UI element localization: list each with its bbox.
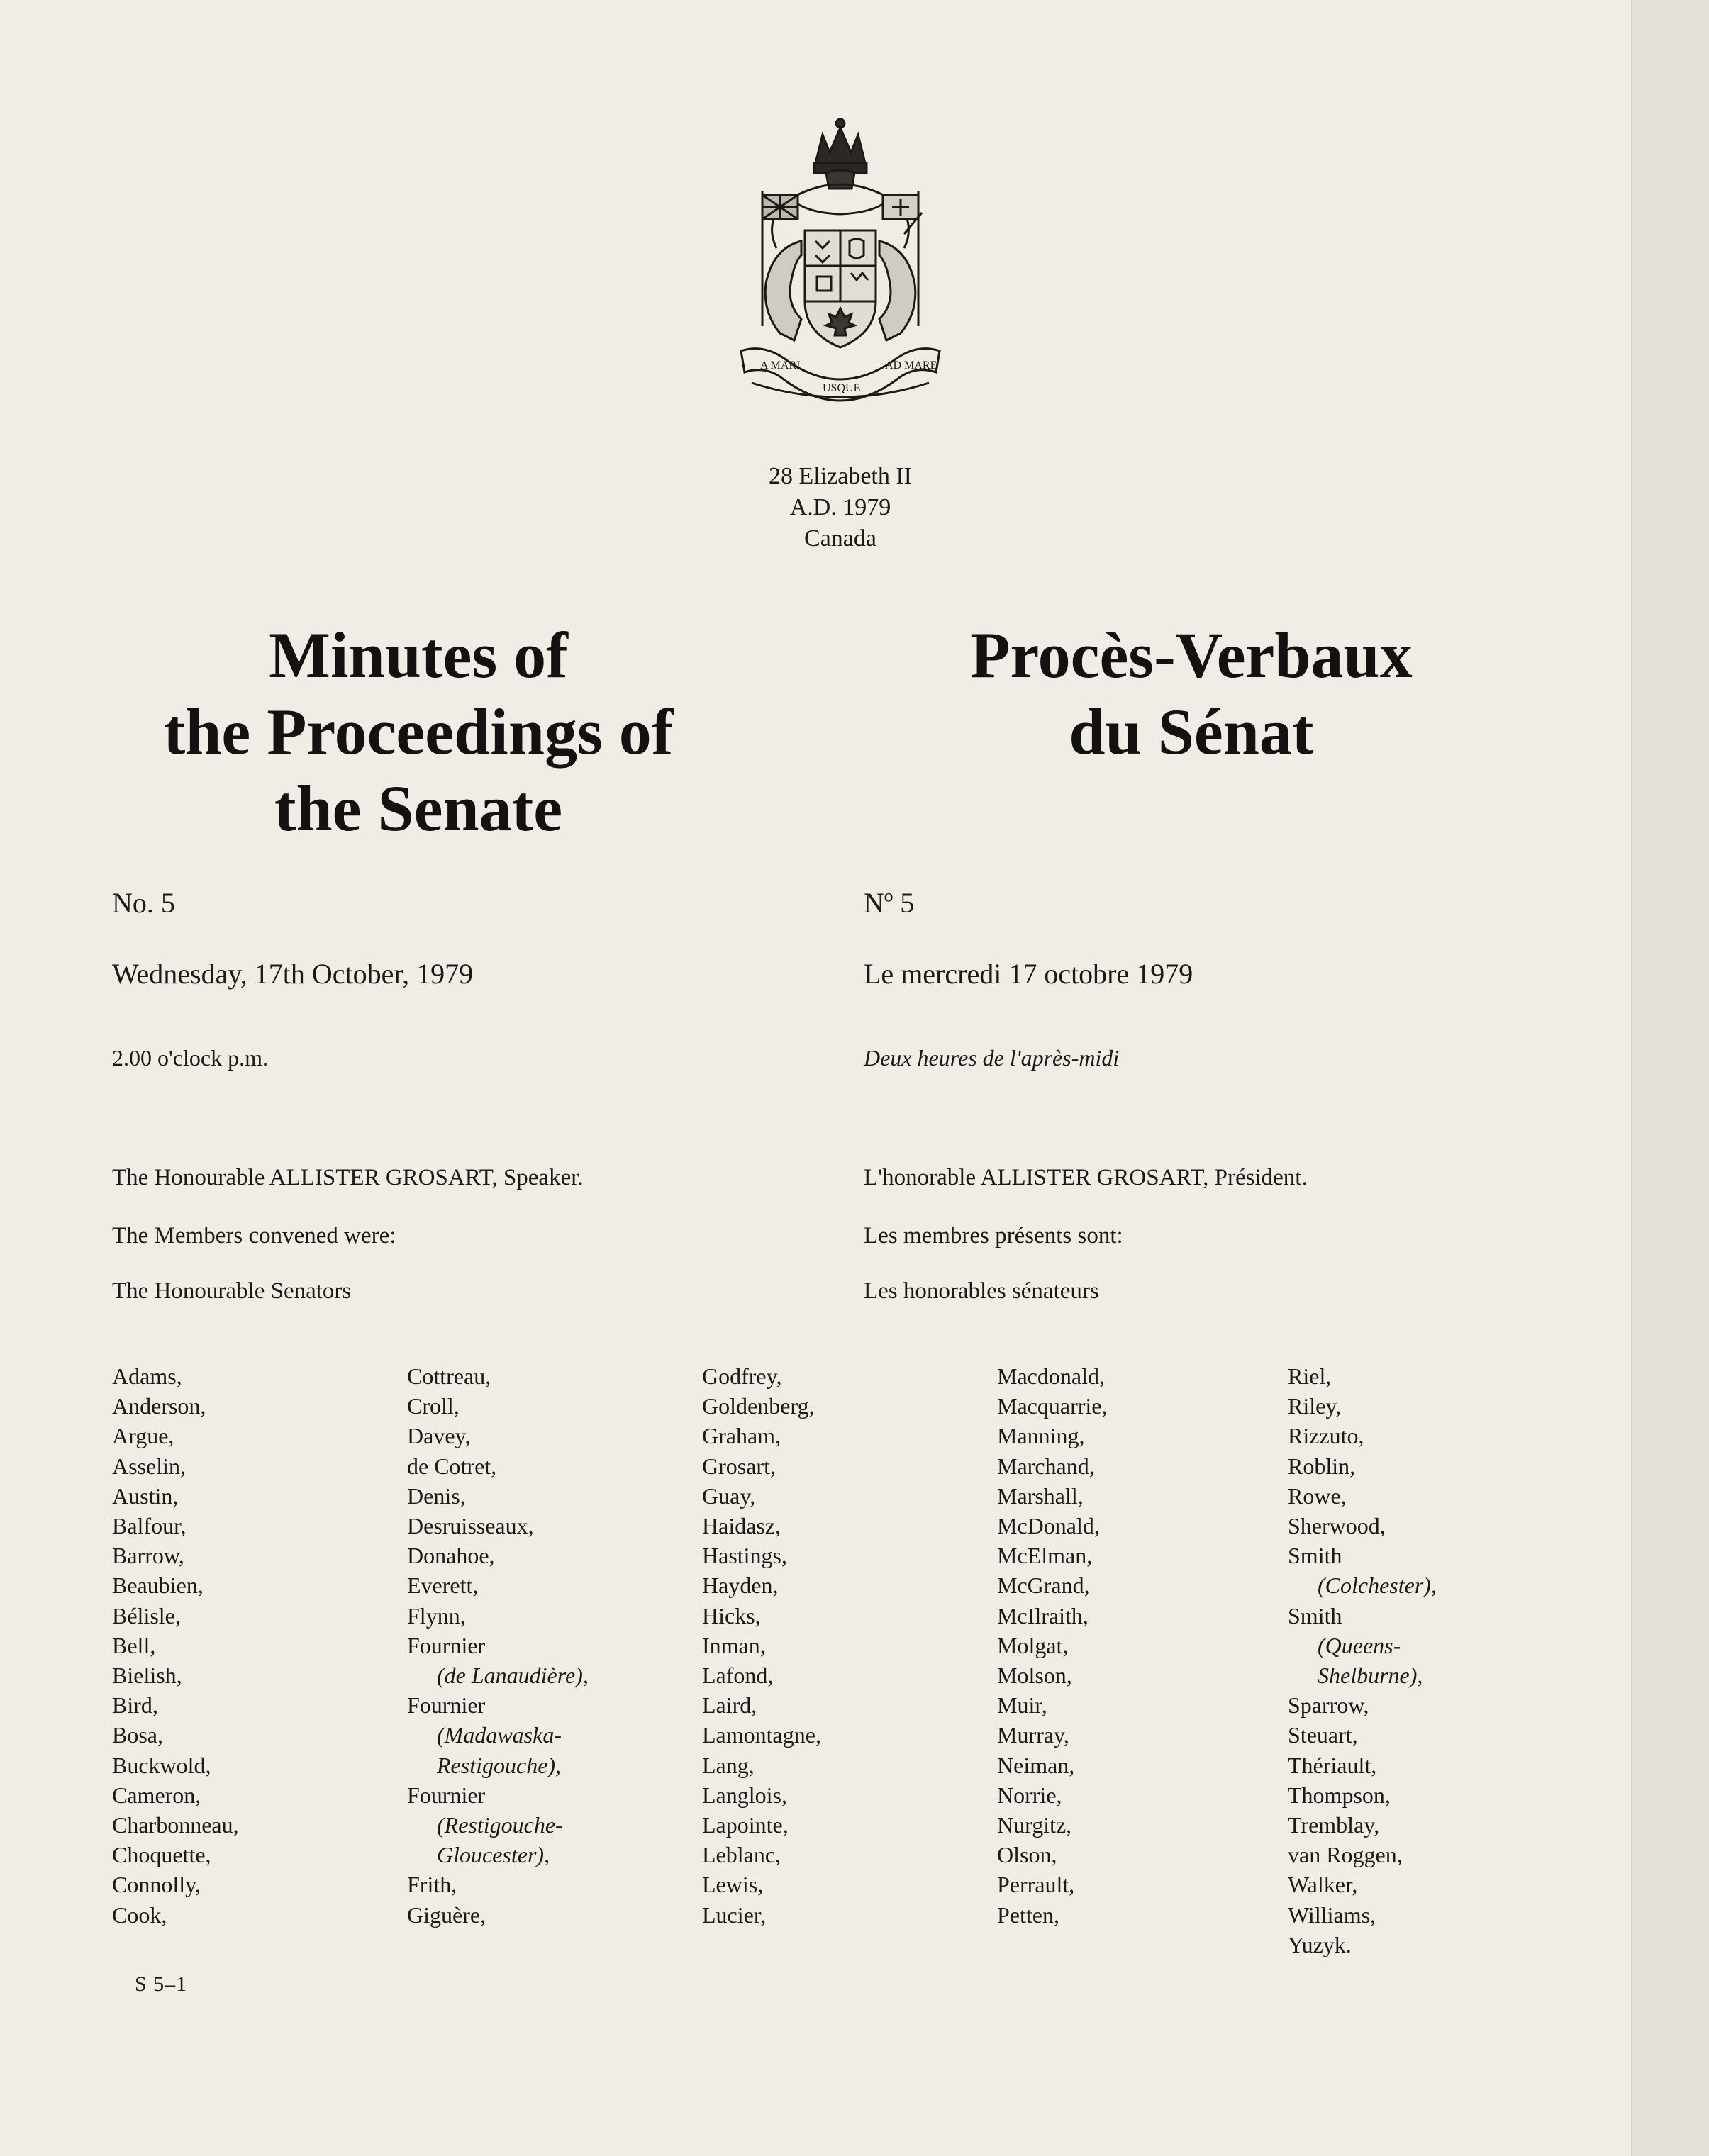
english-title bbox=[78, 617, 759, 847]
senator-name: Murray, bbox=[997, 1722, 1069, 1748]
senator-name: (de Lanaudière), bbox=[437, 1663, 589, 1689]
senator-name: Shelburne), bbox=[1318, 1663, 1423, 1689]
senator-name: Adams, bbox=[112, 1363, 182, 1389]
members-convened-french: Les membres présents sont: bbox=[864, 1223, 1123, 1249]
senator-name: Hicks, bbox=[702, 1602, 761, 1629]
english-title-line: the Proceedings of bbox=[163, 696, 674, 768]
senator-name: Thériault, bbox=[1288, 1752, 1377, 1778]
senator-name: Donahoe, bbox=[407, 1543, 495, 1569]
senator-name: Thompson, bbox=[1288, 1782, 1391, 1808]
senator-name: Olson, bbox=[997, 1842, 1057, 1868]
senator-name: Smith bbox=[1288, 1602, 1342, 1629]
senator-name: Walker, bbox=[1288, 1872, 1358, 1898]
senator-name: Lafond, bbox=[702, 1663, 774, 1689]
senator-name: Graham, bbox=[702, 1423, 781, 1449]
senator-name: de Cotret, bbox=[407, 1453, 497, 1479]
senator-name: Roblin, bbox=[1288, 1453, 1356, 1479]
senator-name: McDonald, bbox=[997, 1513, 1100, 1539]
senator-column-2 bbox=[407, 1361, 589, 1930]
senator-column-4 bbox=[997, 1361, 1107, 1930]
issue-number-french: Nº 5 bbox=[864, 887, 915, 919]
country-name: Canada bbox=[804, 525, 876, 552]
senator-name: Argue, bbox=[112, 1423, 174, 1449]
senator-name: Manning, bbox=[997, 1423, 1085, 1449]
senator-name: Barrow, bbox=[112, 1543, 184, 1569]
senator-name: Norrie, bbox=[997, 1782, 1062, 1808]
senator-name: Fournier bbox=[407, 1782, 486, 1808]
senators-heading-french: Les honorables sénateurs bbox=[864, 1278, 1099, 1304]
senator-name: Riel, bbox=[1288, 1363, 1332, 1389]
senator-name: Petten, bbox=[997, 1901, 1059, 1928]
senator-name: Leblanc, bbox=[702, 1842, 781, 1868]
senator-name: Grosart, bbox=[702, 1453, 776, 1479]
senator-name: Connolly, bbox=[112, 1872, 201, 1898]
senator-name: McIlraith, bbox=[997, 1602, 1089, 1629]
motto-right: AD MARE bbox=[885, 359, 937, 372]
senator-column-3 bbox=[702, 1361, 821, 1930]
senator-name: Sparrow, bbox=[1288, 1692, 1369, 1719]
senator-name: Restigouche), bbox=[437, 1752, 562, 1778]
senator-name: Hastings, bbox=[702, 1543, 787, 1569]
senator-name: Rowe, bbox=[1288, 1482, 1347, 1509]
senator-name: Buckwold, bbox=[112, 1752, 211, 1778]
senator-name: Balfour, bbox=[112, 1513, 187, 1539]
senator-name: Inman, bbox=[702, 1632, 766, 1658]
french-title bbox=[837, 617, 1546, 770]
senator-name: Fournier bbox=[407, 1692, 486, 1719]
senator-name: Marchand, bbox=[997, 1453, 1095, 1479]
senator-name: (Colchester), bbox=[1318, 1573, 1437, 1599]
speaker-french: L'honorable ALLISTER GROSART, Président. bbox=[864, 1165, 1308, 1190]
senator-name: Bielish, bbox=[112, 1663, 182, 1689]
senator-name: Molson, bbox=[997, 1663, 1072, 1689]
page-edge-strip bbox=[1631, 0, 1709, 2156]
senator-name: (Queens- bbox=[1318, 1632, 1401, 1658]
senator-name: Tremblay, bbox=[1288, 1812, 1380, 1838]
senator-name: Lapointe, bbox=[702, 1812, 789, 1838]
french-title-line: du Sénat bbox=[1069, 696, 1314, 768]
lion-supporter-icon bbox=[765, 241, 801, 340]
senator-column-1 bbox=[112, 1361, 239, 1930]
senator-name: Cameron, bbox=[112, 1782, 201, 1808]
senator-name: (Madawaska- bbox=[437, 1722, 562, 1748]
senator-name: Lamontagne, bbox=[702, 1722, 821, 1748]
senator-name: Croll, bbox=[407, 1393, 460, 1419]
senator-name: Riley, bbox=[1288, 1393, 1342, 1419]
page-folio: S 5–1 bbox=[135, 1972, 188, 1996]
crown-icon bbox=[815, 128, 865, 163]
senator-name: Davey, bbox=[407, 1423, 471, 1449]
senator-name: Smith bbox=[1288, 1543, 1342, 1569]
unicorn-supporter-icon bbox=[879, 241, 915, 340]
senator-name: (Restigouche- bbox=[437, 1812, 563, 1838]
members-convened-english: The Members convened were: bbox=[112, 1223, 396, 1249]
senator-name: Muir, bbox=[997, 1692, 1047, 1719]
senator-name: Langlois, bbox=[702, 1782, 787, 1808]
senator-name: Godfrey, bbox=[702, 1363, 782, 1389]
senator-name: Williams, bbox=[1288, 1901, 1376, 1928]
senator-name: Sherwood, bbox=[1288, 1513, 1386, 1539]
motto-center: USQUE bbox=[823, 382, 861, 394]
sitting-date-english: Wednesday, 17th October, 1979 bbox=[112, 958, 474, 990]
senator-name: Neiman, bbox=[997, 1752, 1075, 1778]
sitting-time-french: Deux heures de l'après-midi bbox=[864, 1045, 1120, 1071]
coat-of-arms-icon bbox=[723, 113, 957, 411]
senator-name: Anderson, bbox=[112, 1393, 206, 1419]
senator-name: Laird, bbox=[702, 1692, 757, 1719]
senator-name: Bélisle, bbox=[112, 1602, 181, 1629]
senator-name: Fournier bbox=[407, 1632, 486, 1658]
english-title-line: Minutes of bbox=[269, 619, 568, 691]
senator-name: Lang, bbox=[702, 1752, 755, 1778]
senator-name: Desruisseaux, bbox=[407, 1513, 534, 1539]
regnal-year: 28 Elizabeth II bbox=[768, 463, 913, 489]
motto-left: A MARI bbox=[760, 359, 801, 372]
senator-name: McGrand, bbox=[997, 1573, 1090, 1599]
senator-name: Yuzyk. bbox=[1288, 1931, 1352, 1957]
english-title-line: the Senate bbox=[274, 772, 563, 844]
senator-name: Bird, bbox=[112, 1692, 158, 1719]
senator-name: Austin, bbox=[112, 1482, 179, 1509]
senator-name: Macdonald, bbox=[997, 1363, 1105, 1389]
senator-name: Giguère, bbox=[407, 1901, 486, 1928]
senator-column-5 bbox=[1288, 1361, 1437, 1960]
sitting-date-french: Le mercredi 17 octobre 1979 bbox=[864, 958, 1193, 990]
calendar-year: A.D. 1979 bbox=[789, 494, 891, 520]
senator-name: Flynn, bbox=[407, 1602, 466, 1629]
senator-name: Bosa, bbox=[112, 1722, 163, 1748]
senator-name: Denis, bbox=[407, 1482, 466, 1509]
senator-name: Gloucester), bbox=[437, 1842, 550, 1868]
senator-name: Macquarrie, bbox=[997, 1393, 1108, 1419]
senator-name: Cottreau, bbox=[407, 1363, 491, 1389]
senator-name: Hayden, bbox=[702, 1573, 779, 1599]
senator-name: McElman, bbox=[997, 1543, 1093, 1569]
senators-heading-english: The Honourable Senators bbox=[112, 1278, 352, 1304]
senator-name: Bell, bbox=[112, 1632, 156, 1658]
senator-name: Nurgitz, bbox=[997, 1812, 1072, 1838]
senator-name: Lucier, bbox=[702, 1901, 767, 1928]
senator-name: Charbonneau, bbox=[112, 1812, 239, 1838]
senator-name: Perrault, bbox=[997, 1872, 1075, 1898]
french-title-line: Procès-Verbaux bbox=[970, 619, 1413, 691]
senator-name: Steuart, bbox=[1288, 1722, 1358, 1748]
issue-number-english: No. 5 bbox=[112, 887, 175, 919]
speaker-english: The Honourable ALLISTER GROSART, Speaker. bbox=[112, 1165, 584, 1190]
senator-name: Molgat, bbox=[997, 1632, 1069, 1658]
senator-name: Choquette, bbox=[112, 1842, 211, 1868]
senator-name: Marshall, bbox=[997, 1482, 1084, 1509]
sitting-time-english: 2.00 o'clock p.m. bbox=[112, 1045, 268, 1071]
senator-name: Haidasz, bbox=[702, 1513, 781, 1539]
senator-name: Lewis, bbox=[702, 1872, 764, 1898]
senator-name: Cook, bbox=[112, 1901, 167, 1928]
senator-name: Asselin, bbox=[112, 1453, 186, 1479]
senator-name: Rizzuto, bbox=[1288, 1423, 1364, 1449]
senator-name: Guay, bbox=[702, 1482, 756, 1509]
senator-name: Everett, bbox=[407, 1573, 479, 1599]
senator-name: Beaubien, bbox=[112, 1573, 204, 1599]
senator-name: van Roggen, bbox=[1288, 1842, 1403, 1868]
senator-name: Frith, bbox=[407, 1872, 457, 1898]
senator-name: Goldenberg, bbox=[702, 1393, 815, 1419]
